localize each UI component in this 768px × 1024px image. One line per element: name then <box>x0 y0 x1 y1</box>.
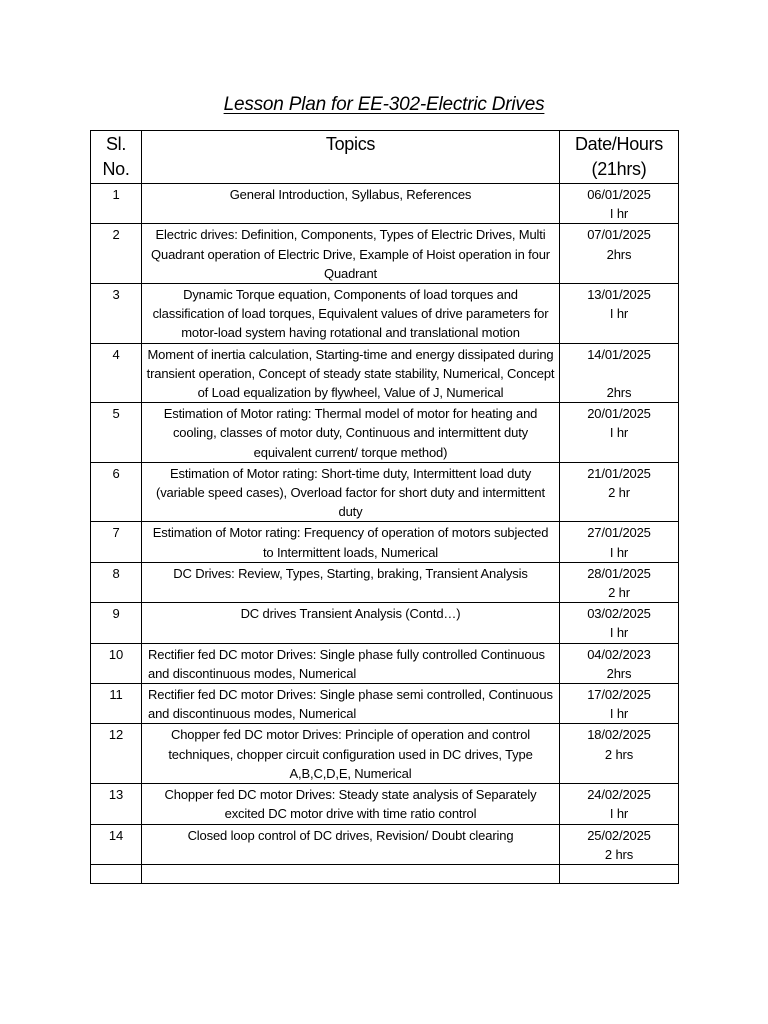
date-cell <box>560 284 679 344</box>
topic-cell: Moment of inertia calculation, Starting-time and energy dissipated during transient operation, Concept of steady state stability, Numerical, Concept of Load equalization by flywheel, Value of J, Numerical <box>142 343 560 403</box>
header-sl-line2: No. <box>102 159 130 179</box>
date-cell <box>560 403 679 463</box>
date-value: 18/02/2025 <box>587 727 651 743</box>
date-cell <box>560 184 679 224</box>
sl-cell: 5 <box>91 403 142 463</box>
date-value: 04/02/2023 <box>587 646 651 662</box>
header-topics-label: Topics <box>325 134 376 154</box>
topic-cell: Estimation of Motor rating: Frequency of operation of motors subjected to Intermittent loads, Numerical <box>142 522 560 562</box>
sl-cell: 11 <box>91 684 142 724</box>
date-value: 03/02/2025 <box>587 606 651 622</box>
table-row <box>91 522 679 562</box>
hours-value: I hr <box>609 706 629 722</box>
sl-cell: 12 <box>91 724 142 784</box>
sl-cell: 1 <box>91 184 142 224</box>
date-value: 13/01/2025 <box>587 287 651 303</box>
topic-cell: General Introduction, Syllabus, References <box>142 184 560 224</box>
date-value: 25/02/2025 <box>587 827 651 843</box>
sl-cell: 14 <box>91 824 142 864</box>
date-value: 21/01/2025 <box>587 465 651 481</box>
date-value: 17/02/2025 <box>587 687 651 703</box>
topic-cell: Chopper fed DC motor Drives: Principle of operation and control techniques, chopper circuit configuration used in DC drives, Type A,B,C,D,E, Numerical <box>142 724 560 784</box>
topic-cell: Dynamic Torque equation, Components of load torques and classification of load torques, Equivalent values of drive parameters for motor-load system having rotational and translational motion <box>142 284 560 344</box>
table-row <box>91 684 679 724</box>
topic-cell: DC Drives: Review, Types, Starting, braking, Transient Analysis <box>142 562 560 602</box>
hours-value: 2 hr <box>608 585 630 601</box>
date-cell <box>560 824 679 864</box>
date-value: 14/01/2025 <box>587 346 651 362</box>
date-value: 07/01/2025 <box>587 227 651 243</box>
date-value: 28/01/2025 <box>587 565 651 581</box>
topic-cell: Rectifier fed DC motor Drives: Single phase fully controlled Continuous and discontinuous modes, Numerical <box>142 643 560 683</box>
spacer <box>564 364 674 383</box>
table-row <box>91 824 679 864</box>
table-row <box>91 184 679 224</box>
hours-value: 2hrs <box>606 665 632 681</box>
topic-cell: Estimation of Motor rating: Thermal model of motor for heating and cooling, classes of motor duty, Continuous and intermittent duty equivalent current/ torque method) <box>142 403 560 463</box>
hours-value: 2 hr <box>608 485 630 501</box>
table-row <box>91 224 679 284</box>
hours-value: 2 hrs <box>604 746 634 762</box>
hours-value: 2hrs <box>606 385 632 401</box>
table-row <box>91 562 679 602</box>
date-cell <box>560 562 679 602</box>
header-date-hours <box>560 131 679 184</box>
sl-cell: 8 <box>91 562 142 602</box>
header-sl-line1: Sl. <box>105 134 127 154</box>
header-sl-no <box>91 131 142 184</box>
date-cell <box>560 603 679 643</box>
sl-cell: 6 <box>91 462 142 522</box>
sl-cell: 4 <box>91 343 142 403</box>
topic-cell: Chopper fed DC motor Drives: Steady state analysis of Separately excited DC motor drive with time ratio control <box>142 784 560 824</box>
table-row <box>91 343 679 403</box>
hours-value: I hr <box>609 625 629 641</box>
date-value: 27/01/2025 <box>587 525 651 541</box>
empty-cell <box>91 864 142 883</box>
table-row <box>91 784 679 824</box>
date-cell <box>560 224 679 284</box>
date-value: 24/02/2025 <box>587 787 651 803</box>
table-header-row <box>91 131 679 184</box>
hours-value: 2hrs <box>606 246 632 262</box>
topic-cell: Electric drives: Definition, Components, Types of Electric Drives, Multi Quadrant operation of Electric Drive, Example of Hoist operation in four Quadrant <box>142 224 560 284</box>
date-cell <box>560 684 679 724</box>
table-row <box>91 643 679 683</box>
table-row <box>91 462 679 522</box>
table-row-empty <box>91 864 679 883</box>
table-row <box>91 284 679 344</box>
table-row <box>91 724 679 784</box>
empty-cell <box>560 864 679 883</box>
sl-cell: 13 <box>91 784 142 824</box>
sl-cell: 9 <box>91 603 142 643</box>
page-title: Lesson Plan for EE-302-Electric Drives <box>223 94 545 115</box>
date-cell <box>560 522 679 562</box>
date-cell <box>560 643 679 683</box>
date-value: 06/01/2025 <box>587 187 651 202</box>
lesson-plan-table <box>90 130 679 884</box>
header-date-line1: Date/Hours <box>574 134 664 154</box>
sl-cell: 10 <box>91 643 142 683</box>
hours-value: I hr <box>609 306 629 322</box>
hours-value: I hr <box>609 544 629 560</box>
date-cell <box>560 462 679 522</box>
hours-value: 2 hrs <box>604 846 634 862</box>
hours-value: I hr <box>609 206 629 222</box>
topic-cell: Rectifier fed DC motor Drives: Single phase semi controlled, Continuous and discontinuous modes, Numerical <box>142 684 560 724</box>
sl-cell: 3 <box>91 284 142 344</box>
table-row <box>91 403 679 463</box>
table-row <box>91 603 679 643</box>
topic-cell: Closed loop control of DC drives, Revision/ Doubt clearing <box>142 824 560 864</box>
date-cell <box>560 343 679 403</box>
sl-cell: 2 <box>91 224 142 284</box>
hours-value: I hr <box>609 425 629 441</box>
topic-cell: DC drives Transient Analysis (Contd…) <box>142 603 560 643</box>
header-date-line2: (21hrs) <box>591 159 647 179</box>
date-value: 20/01/2025 <box>587 406 651 422</box>
header-topics <box>142 131 560 184</box>
date-cell <box>560 724 679 784</box>
date-cell <box>560 784 679 824</box>
topic-cell: Estimation of Motor rating: Short-time duty, Intermittent load duty (variable speed cases), Overload factor for short duty and intermittent duty <box>142 462 560 522</box>
empty-cell <box>142 864 560 883</box>
sl-cell: 7 <box>91 522 142 562</box>
hours-value: I hr <box>609 806 629 822</box>
